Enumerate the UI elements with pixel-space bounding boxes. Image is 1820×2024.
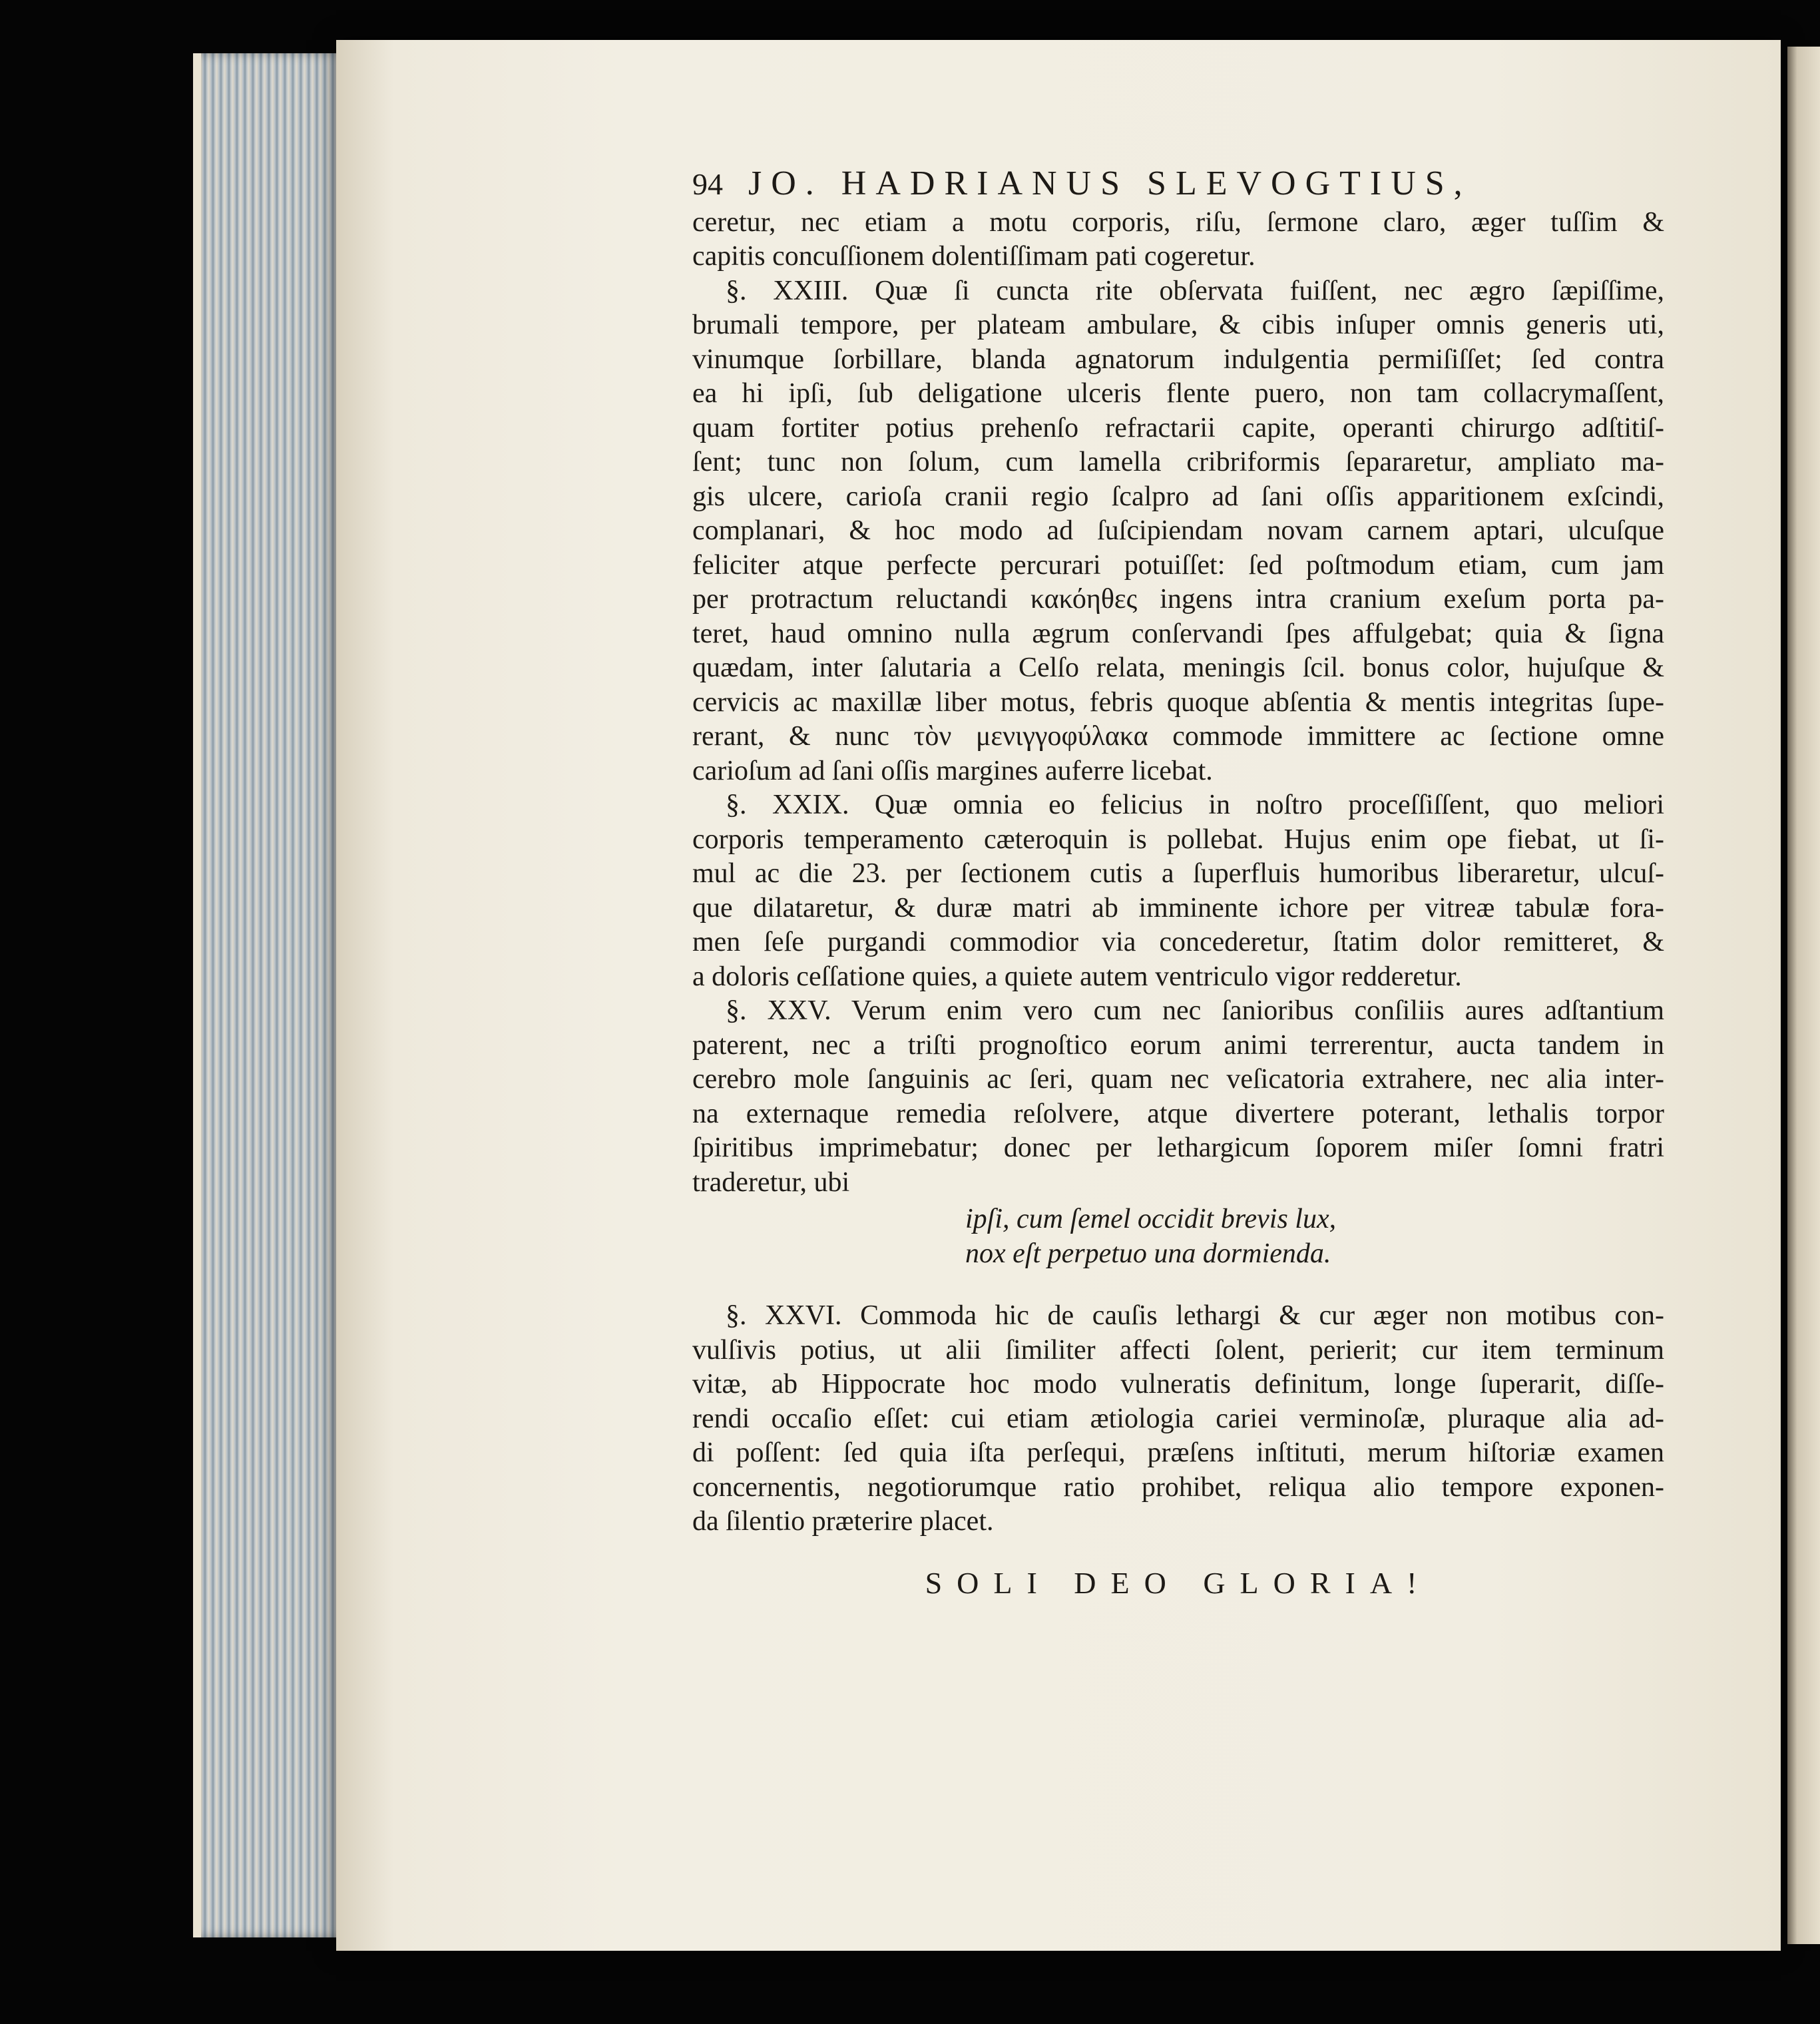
text-line: carioſum ad ſani oſſis margines auferre licebat. bbox=[692, 755, 1213, 786]
text-line: §. XXIX. Quæ omnia eo felicius in noſtro proceſſiſſent, quo meliori bbox=[726, 790, 1664, 820]
text-line: §. XXVI. Commoda hic de cauſis lethargi & cur æger non motibus con- bbox=[726, 1300, 1664, 1331]
book-fore-edge bbox=[193, 53, 354, 1937]
page-text bbox=[692, 166, 1664, 1600]
text-line: di poſſent: ſed quia iſta perſequi, præſens inſtituti, merum hiſtoriæ examen bbox=[692, 1437, 1664, 1468]
text-line: teret, haud omnino nulla ægrum conſervandi ſpes affulgebat; quia & ſigna bbox=[692, 618, 1664, 649]
text-line: da ſilentio præterire placet. bbox=[692, 1506, 994, 1537]
text-line: per protractum reluctandi κακόηθες ingens intra cranium exeſum porta pa- bbox=[692, 584, 1664, 615]
text-line: vulſivis potius, ut alii ſimiliter affecti ſolent, perierit; cur item terminum bbox=[692, 1334, 1664, 1366]
text-line: ſpiritibus imprimebatur; donec per lethargicum ſoporem miſer ſomni fratri bbox=[692, 1133, 1664, 1163]
running-header bbox=[692, 166, 1664, 202]
text-line: rerant, & nunc τὸν μενιγγοφύλακα commode immittere ac ſectione omne bbox=[692, 721, 1664, 752]
text-line: na externaque remedia reſolvere, atque divertere poterant, lethalis torpor bbox=[692, 1098, 1664, 1129]
text-line: complanari, & hoc modo ad ſuſcipiendam novam carnem aptari, ulcuſque bbox=[692, 515, 1664, 546]
text-line: men ſeſe purgandi commodior via concederetur, ſtatim dolor remitteret, & bbox=[692, 927, 1664, 957]
text-line: §. XXV. Verum enim vero cum nec ſanioribus conſiliis aures adſtantium bbox=[726, 995, 1664, 1026]
text-line: corporis temperamento cæteroquin is pollebat. Hujus enim ope fiebat, ut ſi- bbox=[692, 824, 1664, 855]
text-line: traderetur, ubi bbox=[692, 1166, 850, 1198]
verse-line: nox eſt perpetuo una dormienda. bbox=[965, 1238, 1331, 1269]
text-line: quam fortiter potius prehenſo refractarii capite, operanti chirurgo adſtitiſ- bbox=[692, 412, 1664, 443]
facing-page-edge bbox=[1787, 47, 1820, 1944]
text-line: brumali tempore, per plateam ambulare, & cibis inſuper omnis generis uti, bbox=[692, 310, 1664, 340]
running-title: JO. HADRIANUS SLEVOGTIUS, bbox=[748, 164, 1472, 202]
verse-line: ipſi, cum ſemel occidit brevis lux, bbox=[965, 1204, 1337, 1234]
text-line: a doloris ceſſatione quies, a quiete autem ventriculo vigor redderetur. bbox=[692, 961, 1462, 992]
text-line: paterent, nec a triſti prognoſtico eorum animi terrerentur, aucta tandem in bbox=[692, 1029, 1664, 1061]
text-line: rendi occaſio eſſet: cui etiam ætiologia cariei verminoſæ, pluraque alia ad- bbox=[692, 1403, 1664, 1434]
text-line: cerebro mole ſanguinis ac ſeri, quam nec veſicatoria extrahere, nec alia inter- bbox=[692, 1064, 1664, 1095]
text-line: §. XXIII. Quæ ſi cuncta rite obſervata fuiſſent, nec ægro ſæpiſſime, bbox=[726, 275, 1664, 306]
text-line: capitis concuſſionem dolentiſſimam pati cogeretur. bbox=[692, 241, 1255, 272]
text-line: ſent; tunc non ſolum, cum lamella cribriformis ſepararetur, ampliato ma- bbox=[692, 447, 1664, 477]
body-lines bbox=[692, 206, 1664, 1200]
text-line: gis ulcere, carioſa cranii regio ſcalpro ad ſani oſſis apparitionem exſcindi, bbox=[692, 481, 1664, 512]
text-line: concernentis, negotiorumque ratio prohibet, reliqua alio tempore exponen- bbox=[692, 1471, 1664, 1503]
verse-quotation bbox=[692, 1202, 1664, 1271]
text-line: cervicis ac maxillæ liber motus, febris quoque abſentia & mentis integritas ſupe- bbox=[692, 686, 1664, 718]
page-number: 94 bbox=[692, 167, 723, 201]
text-line: mul ac die 23. per ſectionem cutis a ſuperfluis humoribus liberaretur, ulcuſ- bbox=[692, 858, 1664, 889]
closing-line: SOLI DEO GLORIA! bbox=[925, 1565, 1432, 1600]
text-line: quædam, inter ſalutaria a Celſo relata, meningis ſcil. bonus color, hujuſque & bbox=[692, 652, 1664, 683]
body-lines-2 bbox=[692, 1299, 1664, 1539]
text-line: que dilataretur, & duræ matri ab imminente ichore per vitreæ tabulæ fora- bbox=[692, 892, 1664, 923]
text-line: vinumque ſorbillare, blanda agnatorum indulgentia permiſiſſet; ſed contra bbox=[692, 344, 1664, 375]
text-line: ceretur, nec etiam a motu corporis, riſu, ſermone claro, æger tuſſim & bbox=[692, 206, 1664, 238]
text-line: feliciter atque perfecte percurari potuiſſet: ſed poſtmodum etiam, cum jam bbox=[692, 549, 1664, 581]
text-line: ea hi ipſi, ſub deligatione ulceris flente puero, non tam collacrymaſſent, bbox=[692, 378, 1664, 409]
text-line: vitæ, ab Hippocrate hoc modo vulneratis definitum, longe ſuperarit, diſſe- bbox=[692, 1369, 1664, 1399]
